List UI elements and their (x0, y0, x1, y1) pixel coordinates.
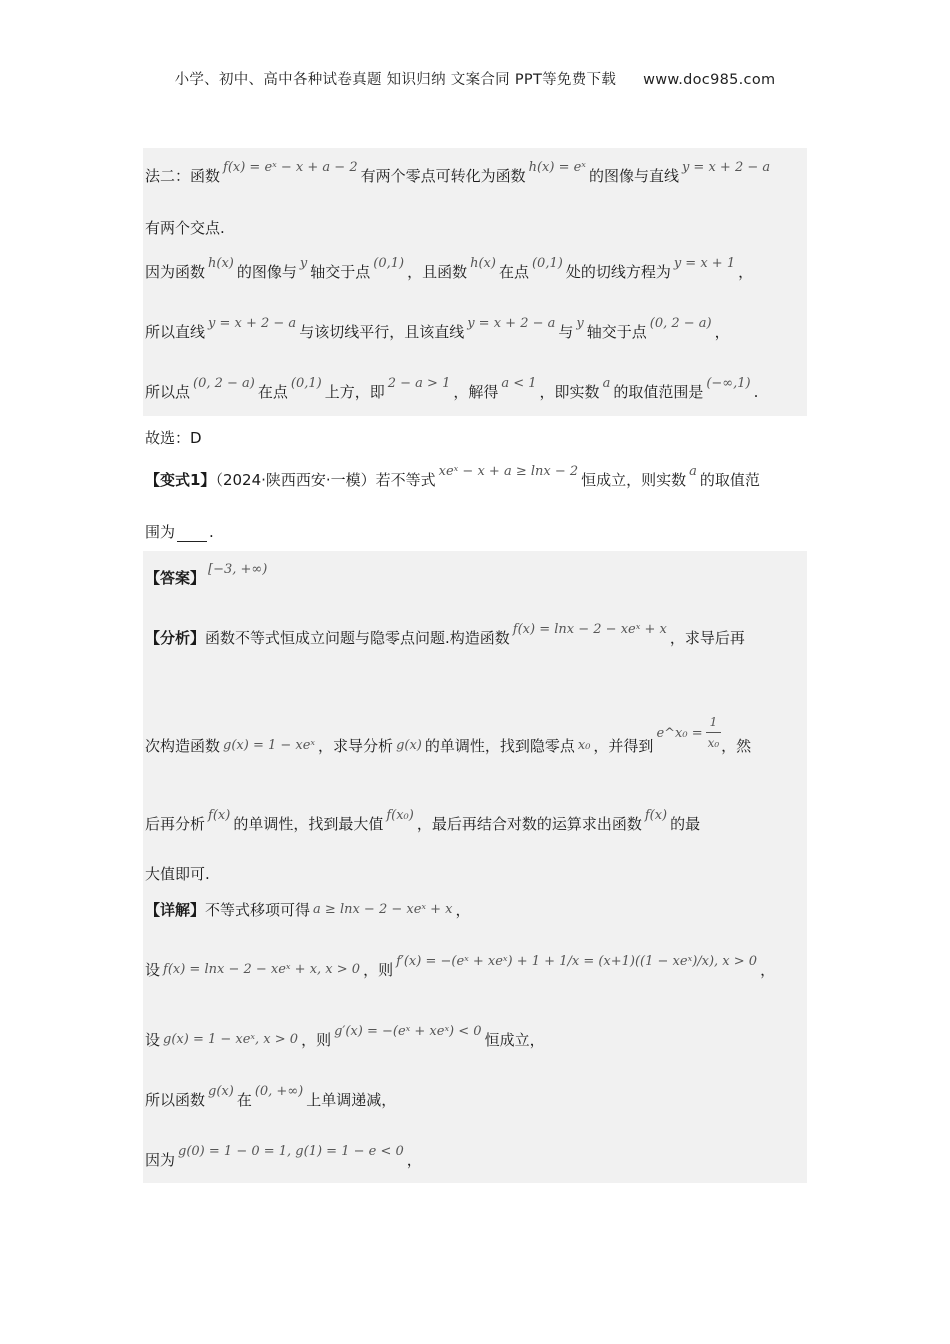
formula: g′(x) = −(eˣ + xeˣ) < 0 (334, 1024, 482, 1039)
text-segment: ，则 (301, 1031, 332, 1049)
formula: f(x) (208, 808, 231, 823)
page-header (0, 68, 950, 89)
formula: h(x) (470, 256, 496, 271)
formula: (0, 2 − a) (649, 316, 712, 331)
formula: a < 1 (501, 376, 537, 391)
intersection-line (145, 218, 225, 238)
formula: (0, +∞) (254, 1084, 304, 1099)
variant-question-line (145, 464, 760, 492)
text-segment: 在 (236, 1091, 252, 1109)
formula: e^x₀ = (656, 726, 703, 741)
formula: g(x) (208, 1084, 234, 1099)
text-segment: 在点 (257, 383, 288, 401)
text-segment: 设 (145, 961, 161, 979)
answer-blank (177, 526, 207, 542)
text-segment: ，即实数 (539, 383, 600, 401)
analysis-label: 【分析】 (145, 629, 206, 647)
text-segment: 不等式移项可得 (205, 901, 311, 919)
variant-label: 【变式1】 (145, 471, 216, 489)
variant-question-cont (145, 522, 214, 542)
formula: y (299, 256, 308, 271)
analysis-line-4 (145, 864, 210, 884)
monotonic-line (145, 1084, 397, 1112)
text-segment: ， (738, 263, 754, 281)
text-segment: 的图像与 (236, 263, 297, 281)
text-segment: 有两个零点可转化为函数 (360, 167, 526, 185)
text-segment: 有两个交点. (145, 219, 225, 237)
text-segment: 函数不等式恒成立问题与隐零点问题.构造函数 (205, 629, 510, 647)
text-segment: ， (714, 323, 730, 341)
answer-choice-line (145, 428, 202, 448)
text-segment: 恒成立，则实数 (581, 471, 687, 489)
formula: y = x + 2 − a (208, 316, 297, 331)
answer-label: 【答案】 (145, 569, 206, 587)
analysis-line-3 (145, 808, 701, 836)
text-segment: ，最后再结合对数的运算求出函数 (416, 815, 642, 833)
text-segment: 大值即可. (145, 865, 210, 883)
formula: g(x) = 1 − xeˣ (223, 738, 316, 753)
analysis-line (145, 622, 745, 650)
text-segment: 因为 (145, 1151, 176, 1169)
analysis-line-2 (145, 715, 752, 767)
formula: xeˣ − x + a ≥ lnx − 2 (438, 464, 579, 479)
text-segment: 的最 (670, 815, 701, 833)
formula: g(x) = 1 − xeˣ, x > 0 (163, 1032, 299, 1047)
formula: f(x) = lnx − 2 − xeˣ + x, x > 0 (163, 962, 361, 977)
text-segment: 上单调递减， (306, 1091, 397, 1109)
formula: (−∞,1) (706, 376, 751, 391)
formula: (0, 2 − a) (193, 376, 255, 391)
formula: [−3, +∞) (208, 562, 268, 577)
formula: f′(x) = −(eˣ + xeˣ) + 1 + 1/x = (x+1)((1 − xeˣ)/x), x > 0 (396, 954, 758, 969)
method-two-line (145, 160, 773, 188)
formula: a ≥ lnx − 2 − xeˣ + x (313, 902, 453, 917)
answer-line (145, 562, 270, 590)
text-segment: 所以点 (145, 383, 191, 401)
tangent-line (145, 256, 754, 284)
parallel-line (145, 316, 730, 344)
header-url: www.doc985.com (643, 72, 776, 88)
formula: (0,1) (531, 256, 563, 271)
text-segment: ，则 (363, 961, 394, 979)
text-segment: ，解得 (453, 383, 499, 401)
formula: g(x) (396, 738, 422, 753)
text-segment: 轴交于点 (310, 263, 371, 281)
text-segment: 的单调性，找到隐零点 (424, 737, 575, 755)
text-segment: . (209, 523, 214, 541)
text-segment: （2024·陕西西安·一模）若不等式 (215, 471, 436, 489)
text-segment: 处的切线方程为 (565, 263, 671, 281)
text-segment: 设 (145, 1031, 161, 1049)
formula: h(x) (208, 256, 234, 271)
formula: a (689, 464, 697, 479)
text-segment: 所以直线 (145, 323, 206, 341)
text-segment: 围为 (145, 523, 176, 541)
text-segment: 的单调性，找到最大值 (233, 815, 384, 833)
text-segment: 的取值范围是 (613, 383, 704, 401)
formula: y = x + 1 (673, 256, 736, 271)
text-segment: 在点 (498, 263, 529, 281)
formula: y = x + 2 − a (681, 160, 771, 175)
formula: h(x) = eˣ (528, 160, 586, 175)
text-segment: ，然 (721, 737, 752, 755)
g-derivative-line (145, 1024, 545, 1052)
text-segment: 的取值范 (699, 471, 760, 489)
conclusion-line (145, 376, 759, 404)
text-segment: 的图像与直线 (588, 167, 679, 185)
formula: f(x₀) (386, 808, 414, 823)
formula: 2 − a > 1 (387, 376, 451, 391)
text-segment: ， (455, 901, 471, 919)
formula: y = x + 2 − a (467, 316, 556, 331)
text-segment: 法二：函数 (145, 167, 221, 185)
text-segment: 故选：D (145, 429, 202, 447)
formula: a (602, 376, 611, 391)
text-segment: ，且函数 (407, 263, 468, 281)
text-segment: 因为函数 (145, 263, 206, 281)
formula: y (576, 316, 584, 331)
formula: f(x) (644, 808, 668, 823)
header-text: 小学、初中、高中各种试卷真题 知识归纳 文案合同 PPT等免费下载 (174, 72, 617, 88)
formula: x₀ (577, 738, 591, 753)
text-segment: ，并得到 (593, 737, 654, 755)
fraction (706, 712, 722, 753)
fraction-numerator: 1 (706, 712, 722, 733)
formula: (0,1) (373, 256, 405, 271)
text-segment: 上方，即 (324, 383, 385, 401)
text-segment: 后再分析 (145, 815, 206, 833)
text-segment: 轴交于点 (586, 323, 647, 341)
fraction-denominator: x₀ (707, 736, 720, 750)
text-segment: 与该切线平行，且该直线 (299, 323, 465, 341)
text-segment: 次构造函数 (145, 737, 221, 755)
text-segment: 与 (558, 323, 574, 341)
values-line (145, 1144, 422, 1172)
formula: (0,1) (290, 376, 322, 391)
detail-label: 【详解】 (145, 901, 206, 919)
formula: f(x) = lnx − 2 − xeˣ + x (512, 622, 667, 637)
formula: f(x) = eˣ − x + a − 2 (223, 160, 358, 175)
text-segment: ， (760, 961, 776, 979)
text-segment: ， (406, 1151, 422, 1169)
text-segment: ，求导分析 (318, 737, 394, 755)
text-segment: ，求导后再 (669, 629, 745, 647)
formula: g(0) = 1 − 0 = 1, g(1) = 1 − e < 0 (178, 1144, 404, 1159)
derivative-line (145, 954, 776, 982)
text-segment: 所以函数 (145, 1091, 206, 1109)
text-segment: 恒成立， (484, 1031, 545, 1049)
detail-line (145, 900, 471, 922)
text-segment: . (753, 383, 759, 401)
